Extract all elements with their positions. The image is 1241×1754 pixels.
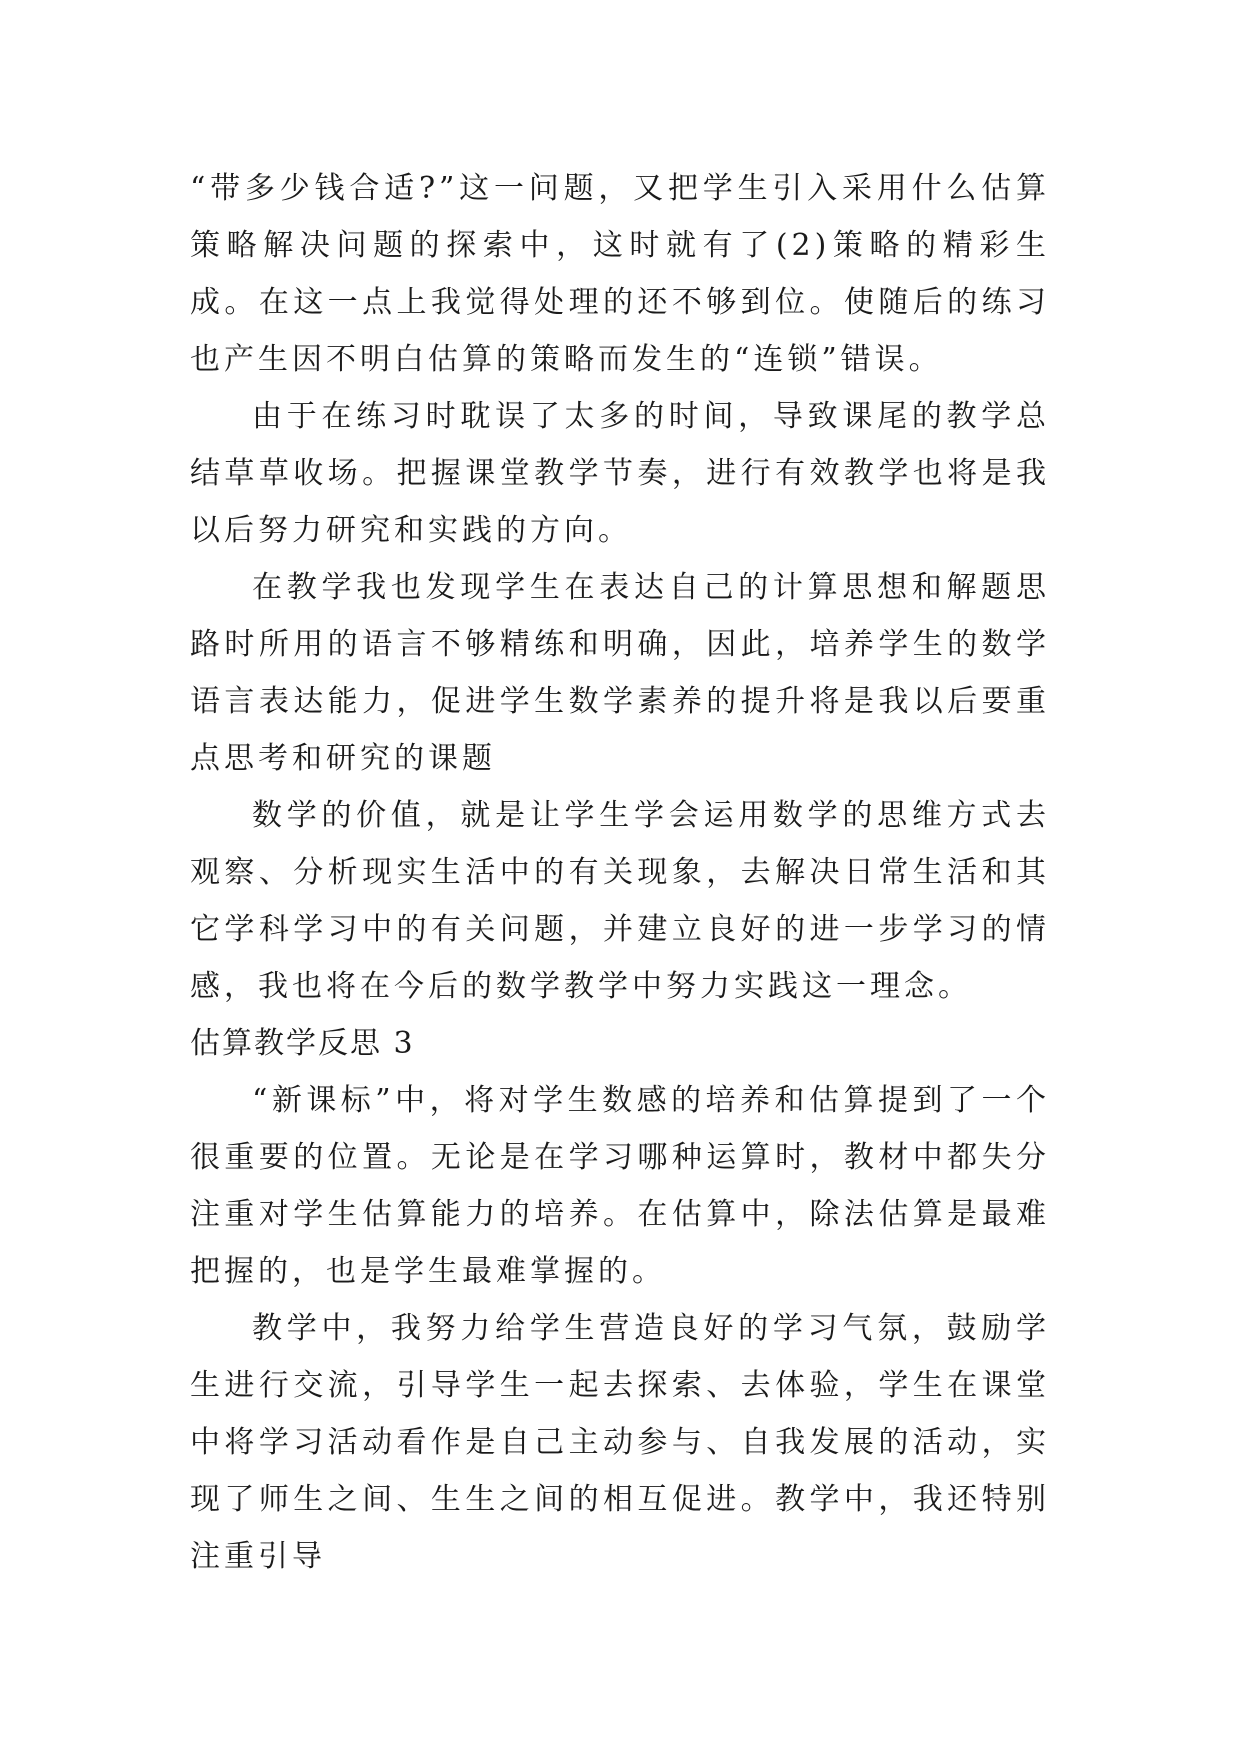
paragraph-teaching-practice: 教学中，我努力给学生营造良好的学习气氛，鼓励学生进行交流，引导学生一起去探索、去体验，学生在课堂中将学习活动看作是自己主动参与、自我发展的活动，实现了师生之间、生生之间的相互促进。教学中，我还特别注重引导	[190, 1311, 1050, 1574]
paragraph-new-curriculum: “新课标”中，将对学生数感的培养和估算提到了一个很重要的位置。无论是在学习哪种运算时，教材中都失分注重对学生估算能力的培养。在估算中，除法估算是最难把握的，也是学生最难掌握的。	[190, 1083, 1050, 1289]
paragraph-time-management: 由于在练习时耽误了太多的时间，导致课尾的教学总结草草收场。把握课堂教学节奏，进行有效教学也将是我以后努力研究和实践的方向。	[190, 399, 1050, 548]
section-title: 估算教学反思 3	[190, 1026, 415, 1061]
paragraph-continued: “带多少钱合适?”这一问题，又把学生引入采用什么估算策略解决问题的探索中，这时就有了(2)策略的精彩生成。在这一点上我觉得处理的还不够到位。使随后的练习也产生因不明白估算的策略而发生的“连锁”错误。	[190, 171, 1050, 377]
document-body	[190, 160, 1050, 1585]
paragraph-language-expression: 在教学我也发现学生在表达自己的计算思想和解题思路时所用的语言不够精练和明确，因此，培养学生的数学语言表达能力，促进学生数学素养的提升将是我以后要重点思考和研究的课题	[190, 570, 1050, 776]
paragraph-value-of-math: 数学的价值，就是让学生学会运用数学的思维方式去观察、分析现实生活中的有关现象，去解决日常生活和其它学科学习中的有关问题，并建立良好的进一步学习的情感，我也将在今后的数学教学中努力实践这一理念。	[190, 798, 1050, 1004]
